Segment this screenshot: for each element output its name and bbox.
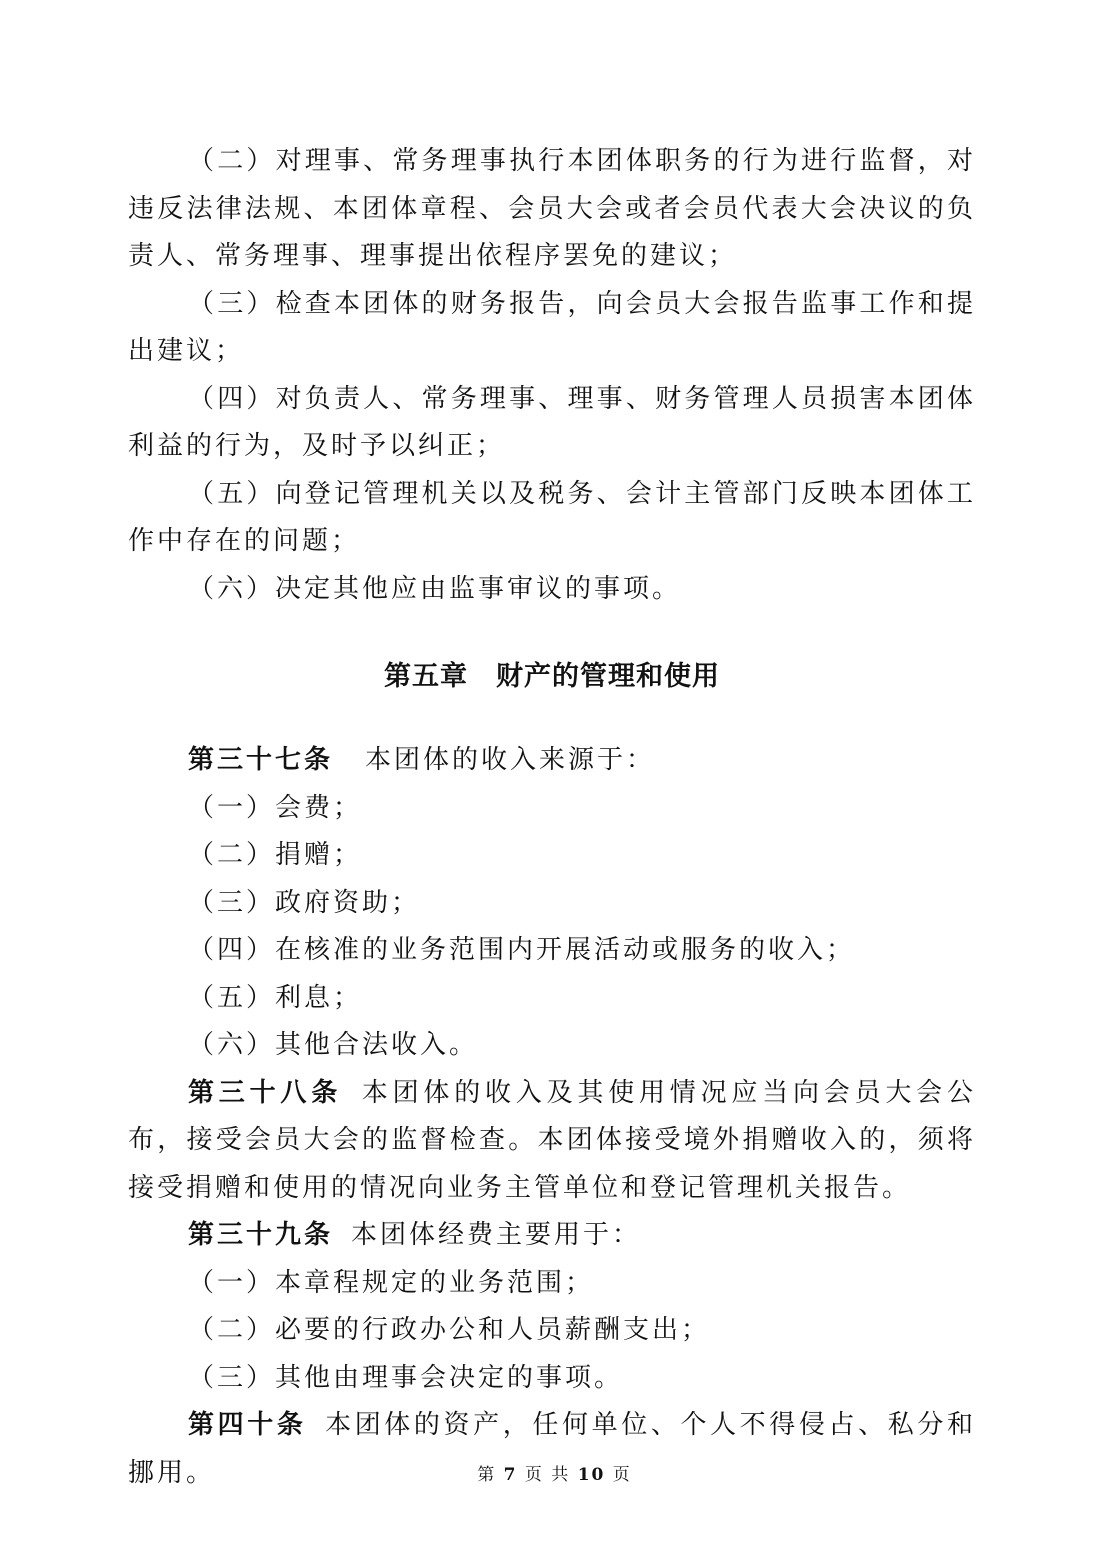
list-item: （一）本章程规定的业务范围； xyxy=(188,1267,595,1298)
chapter-number: 第五章 xyxy=(384,661,468,692)
article-text: 本团体的收入及其使用情况应当向会员大会公布，接受会员大会的监督检查。本团体接受境外捐赠收入的，须将接受捐赠和使用的情况向业务主管单位和登记管理机关报告。 xyxy=(128,1077,976,1203)
page-footer xyxy=(0,1460,1109,1485)
list-item: （五）利息； xyxy=(188,982,363,1013)
footer-middle: 页 共 xyxy=(524,1465,571,1485)
list-item: （四）在核准的业务范围内开展活动或服务的收入； xyxy=(188,935,856,965)
article-38 xyxy=(128,1070,976,1213)
article-label: 第三十九条 xyxy=(188,1220,334,1250)
list-item: （三）政府资助； xyxy=(188,887,421,918)
list-item: （二）对理事、常务理事执行本团体职务的行为进行监督，对违反法律法规、本团体章程、会员大会或者会员代表大会决议的负责人、常务理事、理事提出依程序罢免的建议； xyxy=(128,146,976,271)
article-text: 本团体经费主要用于： xyxy=(351,1220,642,1250)
page-body xyxy=(128,138,976,1497)
footer-prefix: 第 xyxy=(477,1465,497,1485)
article-label: 第三十八条 xyxy=(188,1077,342,1108)
list-item: （四）对负责人、常务理事、理事、财务管理人员损害本团体利益的行为，及时予以纠正； xyxy=(128,383,976,461)
article-label: 第四十条 xyxy=(188,1410,307,1440)
list-item: （五）向登记管理机关以及税务、会计主管部门反映本团体工作中存在的问题； xyxy=(128,478,976,556)
article-text: 本团体的资产，任何单位、个人不得侵占、私分和挪用。 xyxy=(128,1410,976,1488)
chapter-heading xyxy=(128,655,976,699)
list-item: （六）决定其他应由监事审议的事项。 xyxy=(188,573,682,604)
article-37 xyxy=(128,737,976,785)
total-page-number: 10 xyxy=(577,1465,606,1485)
list-item: （一）会费； xyxy=(188,792,363,823)
list-item: （六）其他合法收入。 xyxy=(188,1030,479,1060)
article-label: 第三十七条 xyxy=(188,745,334,775)
footer-suffix: 页 xyxy=(612,1465,632,1485)
article-text: 本团体的收入来源于： xyxy=(365,745,656,775)
list-item: （三）其他由理事会决定的事项。 xyxy=(188,1362,624,1393)
list-item: （二）必要的行政办公和人员薪酬支出； xyxy=(188,1315,711,1345)
list-item: （三）检查本团体的财务报告，向会员大会报告监事工作和提出建议； xyxy=(128,288,976,366)
list-item: （二）捐赠； xyxy=(188,840,363,870)
article-39 xyxy=(128,1212,976,1260)
chapter-title: 财产的管理和使用 xyxy=(496,661,720,692)
current-page-number: 7 xyxy=(503,1465,518,1485)
